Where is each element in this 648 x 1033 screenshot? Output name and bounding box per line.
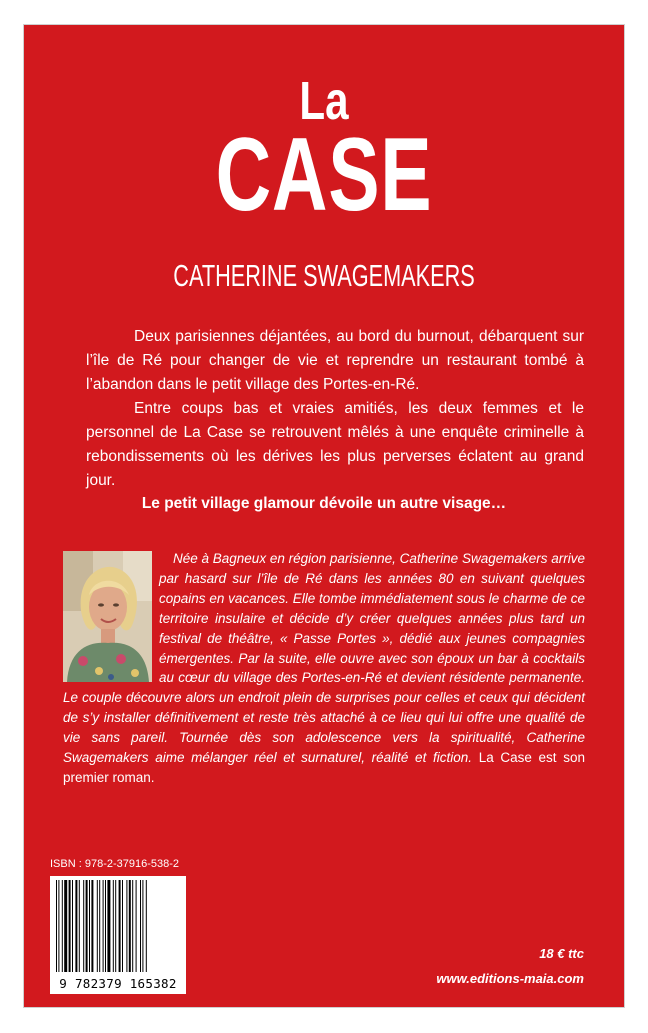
publisher-website: www.editions-maia.com [436,971,584,986]
synopsis-paragraph: Deux parisiennes déjantées, au bord du burnout, débarquent sur l’île de Ré pour changer de vie et reprendre un restaurant tombé à l’abandon dans le petit village des Portes-en-Ré. [86,328,584,393]
barcode-bar [89,880,90,972]
barcode-bar [99,880,100,972]
barcode-bar [86,880,88,972]
barcode-bar [56,880,57,972]
isbn: ISBN : 978-2-37916-538-2 [50,858,180,870]
tagline: Le petit village glamour dévoile un autre visage… [141,495,507,512]
book-title-line1: La [299,71,349,131]
back-cover [24,25,624,1007]
barcode-bar [97,880,98,972]
author-bio [63,549,585,788]
barcode-bar [115,880,116,972]
barcode-bar [140,880,141,972]
barcode-bar [91,880,93,972]
barcode-bar [146,880,147,972]
synopsis-paragraph: Entre coups bas et vraies amitiés, les deux femmes et le personnel de La Case se retrouvent mêlés à une enquête criminelle à rebondissements où les dérives les plus perverses éclatent au grand jour. [86,400,584,489]
barcode-bar [83,880,84,972]
barcode-bar [142,880,143,972]
barcode-bar [119,880,121,972]
barcode-bar [122,880,123,972]
barcode-bar [132,880,133,972]
barcode-bar [136,880,137,972]
barcode-bar [79,880,80,972]
barcode-bar [62,880,63,972]
barcode-bar [64,880,67,972]
barcode-bar [75,880,77,972]
barcode [50,876,186,994]
author-name: CATHERINE SWAGEMAKERS [173,258,475,293]
barcode-bar [126,880,127,972]
barcode-bar [129,880,131,972]
barcode-bar [69,880,71,972]
barcode-digits: 9 782379 165382 [59,976,177,991]
barcode-bar [113,880,114,972]
author-bio-closing: La Case est son premier roman. [63,750,585,785]
barcode-bar [72,880,73,972]
barcode-bar [105,880,106,972]
author-bio-text: Née à Bagneux en région parisienne, Catherine Swagemakers arrive par hasard sur l’île de Ré dans les années 80 en suivant quelques copains en vacances. Elle tombe immédiatement sous le charme de ce territoire insulaire et décide d’y créer quelques années plus tard un festival de théâtre, « Passe Portes », dédié aux jeunes compagnies émergentes. Par la suite, elle ouvre avec son époux un bar à cocktails au cœur du village des Portes-en-Ré et devient résidente permanente. Le couple découvre alors un endroit plein de surprises pour celles et ceux qui décident de s’y installer définitivement et reste très attaché à ce lieu qui lui offre une qualité de vie sans pareil. Tournée dès son adolescence vers la spiritualité, Catherine Swagemakers aime mélanger réel et surnaturel, réalité et fiction. [63,551,585,766]
barcode-bar [107,880,110,972]
price: 18 € ttc [539,946,584,961]
book-title-line2: CASE [215,117,433,233]
barcode-bar [103,880,104,972]
barcode-bar [58,880,59,972]
barcode-icon [54,880,182,972]
synopsis [86,325,584,493]
